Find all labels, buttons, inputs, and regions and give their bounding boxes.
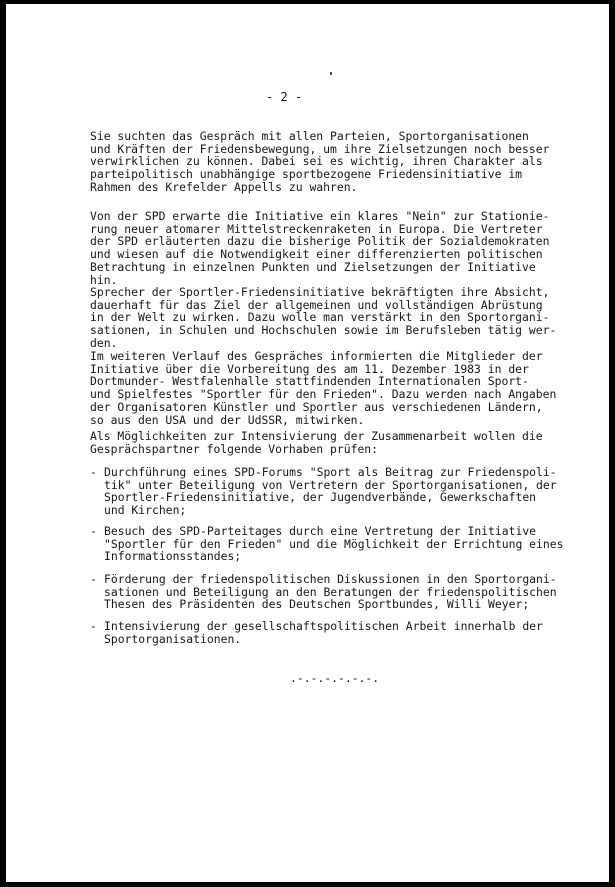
bullet-marker: -: [90, 465, 97, 479]
text-line: Dortmunder- Westfalenhalle stattfindenden Internationalen Sport-: [90, 374, 529, 389]
text-line: Sie suchten das Gespräch mit allen Parteien, Sportorganisationen: [90, 129, 529, 143]
text-line: Rahmen des Krefelder Appells zu wahren.: [90, 179, 358, 194]
text-line: "Sportler für den Frieden" und die Möglichkeit der Errichtung eines: [104, 536, 564, 551]
paragraph: [90, 130, 549, 194]
bullet-marker: -: [90, 619, 97, 633]
paragraph: [90, 350, 556, 426]
text-line: Durchführung eines SPD-Forums "Sport als Beitrag zur Friedenspoli-: [104, 465, 557, 479]
text-line: so aus den USA und der UdSSR, mitwirken.: [90, 412, 365, 427]
text-line: Thesen des Präsidenten des Deutschen Sportbundes, Willi Weyer;: [104, 597, 530, 612]
text-line: sationen und Beteiligung an den Beratungen der friedenspolitischen: [104, 584, 557, 599]
text-line: Als Möglichkeiten zur Intensivierung der Zusammenarbeit wollen die: [90, 429, 543, 443]
text-line: den.: [90, 335, 118, 350]
text-line: Förderung der friedenspolitischen Diskussionen in den Sportorgani-: [104, 572, 557, 586]
text-line: tik" unter Beteiligung von Vertretern der Sportorganisationen, der: [104, 477, 557, 492]
bullet-marker: -: [90, 572, 97, 586]
text-line: Sportorganisationen.: [104, 631, 242, 646]
document-page: [6, 4, 609, 882]
text-line: verwirklichen zu können. Dabei sei es wichtig, ihren Charakter als: [90, 154, 543, 169]
paragraph: [90, 286, 556, 350]
scan-speck: [330, 72, 332, 75]
text-line: parteipolitisch unabhängige sportbezogene Friedensinitiative im: [90, 167, 523, 182]
bullet-marker: -: [90, 524, 97, 538]
text-line: Sportler-Friedensinitiative, der Jugendverbände, Gewerkschaften: [104, 490, 537, 505]
paragraph: [90, 430, 543, 455]
text-line: Betrachtung in einzelnen Punkten und Zielsetzungen der Initiative: [90, 259, 536, 274]
text-line: hin.: [90, 272, 118, 287]
text-line: Informationsstandes;: [104, 549, 242, 564]
text-line: Initiative über die Vorbereitung des am 11. Dezember 1983 in der: [90, 361, 529, 376]
text-line: sationen, in Schulen und Hochschulen sowie im Berufsleben tätig wer-: [90, 323, 557, 338]
text-line: Gesprächspartner folgende Vorhaben prüfen:: [90, 441, 379, 456]
text-line: der Organisatoren Künstler und Sportler aus verschiedenen Ländern,: [90, 399, 543, 414]
text-line: Besuch des SPD-Parteitages durch eine Vertretung der Initiative: [104, 524, 537, 538]
text-line: und Kirchen;: [104, 503, 187, 518]
text-line: und wiesen auf die Notwendigkeit einer differenzierten politischen: [90, 247, 543, 262]
text-line: in der Welt zu wirken. Dazu wolle man verstärkt in den Sportorgani-: [90, 310, 550, 325]
text-line: Sprecher der Sportler-Friedensinitiative bekräftigten ihre Absicht,: [90, 285, 550, 299]
text-line: dauerhaft für das Ziel der allgemeinen und vollständigen Abrüstung: [90, 297, 543, 312]
text-line: und Spielfestes "Sportler für den Frieden". Dazu werden nach Angaben: [90, 387, 557, 402]
text-line: rung neuer atomarer Mittelstreckenraketen in Europa. Die Vertreter: [90, 221, 543, 236]
paragraph: [90, 210, 549, 286]
text-line: Im weiteren Verlauf des Gespräches informierten die Mitglieder der: [90, 349, 543, 363]
text-line: Von der SPD erwarte die Initiative ein klares "Nein" zur Stationie-: [90, 209, 550, 223]
end-mark: .-.-.-.-.-.-.: [290, 671, 380, 685]
text-line: der SPD erläuterten dazu die bisherige Politik der Sozialdemokraten: [90, 234, 550, 249]
page-number: - 2 -: [266, 90, 303, 104]
text-line: und Kräften der Friedensbewegung, um ihre Zielsetzungen noch besser: [90, 141, 550, 156]
text-line: Intensivierung der gesellschaftspolitischen Arbeit innerhalb der: [104, 619, 543, 633]
